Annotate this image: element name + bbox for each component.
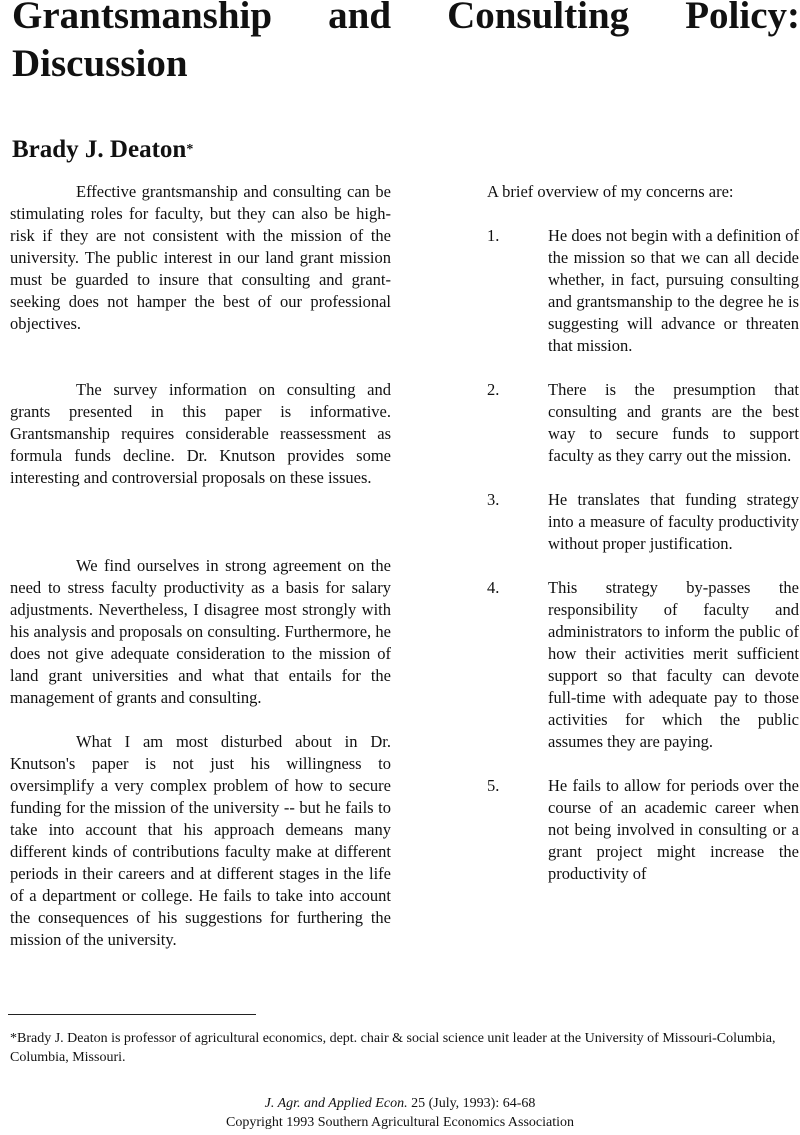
concerns-intro: A brief overview of my concerns are: bbox=[487, 182, 734, 201]
concern-text: He does not begin with a definition of the mission so that we can all decide whether, in fact, pursuing consulting and grantsmanship to the degree he is suggesting will advance or threaten that mission. bbox=[548, 226, 799, 355]
title-line-2: Discussion bbox=[12, 42, 188, 85]
concern-text: There is the presumption that consulting and grants are the best way to secure funds to support faculty as they carry out the mission. bbox=[548, 380, 799, 465]
citation-line bbox=[0, 1094, 800, 1113]
author-footnote: *Brady J. Deaton is professor of agricultural economics, dept. chair & social science unit leader at the University of Missouri-Columbia, Columbia, Missouri. bbox=[10, 1031, 776, 1065]
paragraph-2: The survey information on consulting and grants presented in this paper is informative. Grantsmanship requires considerable reassessment as formula funds decline. Dr. Knutson provides some interesting and controversial proposals on these issues. bbox=[10, 380, 391, 487]
concern-number: 4. bbox=[487, 578, 500, 597]
right-column bbox=[487, 181, 799, 885]
left-column bbox=[10, 181, 391, 951]
paragraph-3: We find ourselves in strong agreement on the need to stress faculty productivity as a basis for salary adjustments. Nevertheless, I disagree most strongly with his analysis and proposals on consulting. Furthermore, he does not give adequate consideration to the mission of land grant universities and what that entails for the management of grants and consulting. bbox=[10, 556, 391, 707]
footnote-divider bbox=[8, 1014, 256, 1015]
concern-number: 5. bbox=[487, 776, 500, 795]
concern-text: He fails to allow for periods over the course of an academic career when not being involved in consulting or a grant project might increase the productivity of bbox=[548, 776, 799, 883]
concern-item-4 bbox=[487, 577, 799, 753]
concern-item-2 bbox=[487, 379, 799, 467]
paragraph-4: What I am most disturbed about in Dr. Knutson's paper is not just his willingness to oversimplify a very complex problem of how to secure funding for the mission of the university -- but he fails to take into account that his approach demeans many different kinds of contributions faculty make at different periods in their careers and at different stages in the life of a department or college. He fails to take into account the consequences of his suggestions for furthering the mission of the university. bbox=[10, 732, 391, 949]
concern-item-3 bbox=[487, 489, 799, 555]
concern-number: 3. bbox=[487, 490, 500, 509]
concern-text: This strategy by-passes the responsibility of faculty and administrators to inform the public of how their activities merit sufficient support so that faculty can devote full-time with adequate pay to those activities for which the public assumes they are paying. bbox=[548, 578, 799, 751]
copyright-line: Copyright 1993 Southern Agricultural Economics Association bbox=[225, 1115, 575, 1130]
concern-number: 1. bbox=[487, 226, 500, 245]
concern-item-5 bbox=[487, 775, 799, 885]
author-footnote-mark: * bbox=[186, 142, 194, 157]
citation bbox=[0, 1094, 800, 1132]
concern-item-1 bbox=[487, 225, 799, 357]
concern-text: He translates that funding strategy into a measure of faculty productivity without proper justification. bbox=[548, 490, 799, 553]
author-text: Brady J. Deaton bbox=[12, 136, 187, 163]
journal-name: J. Agr. and Applied Econ. bbox=[264, 1096, 408, 1111]
title-line-1: Grantsmanship and Consulting Policy: bbox=[12, 0, 800, 37]
citation-details: 25 (July, 1993): 64-68 bbox=[411, 1096, 536, 1111]
paragraph-1: Effective grantsmanship and consulting can be stimulating roles for faculty, but they can also be high-risk if they are not consistent with the mission of the university. The public interest in our land grant mission must be guarded to insure that consulting and grant-seeking does not hamper the best of our professional objectives. bbox=[10, 182, 391, 333]
author-name bbox=[12, 136, 193, 164]
concern-number: 2. bbox=[487, 380, 500, 399]
